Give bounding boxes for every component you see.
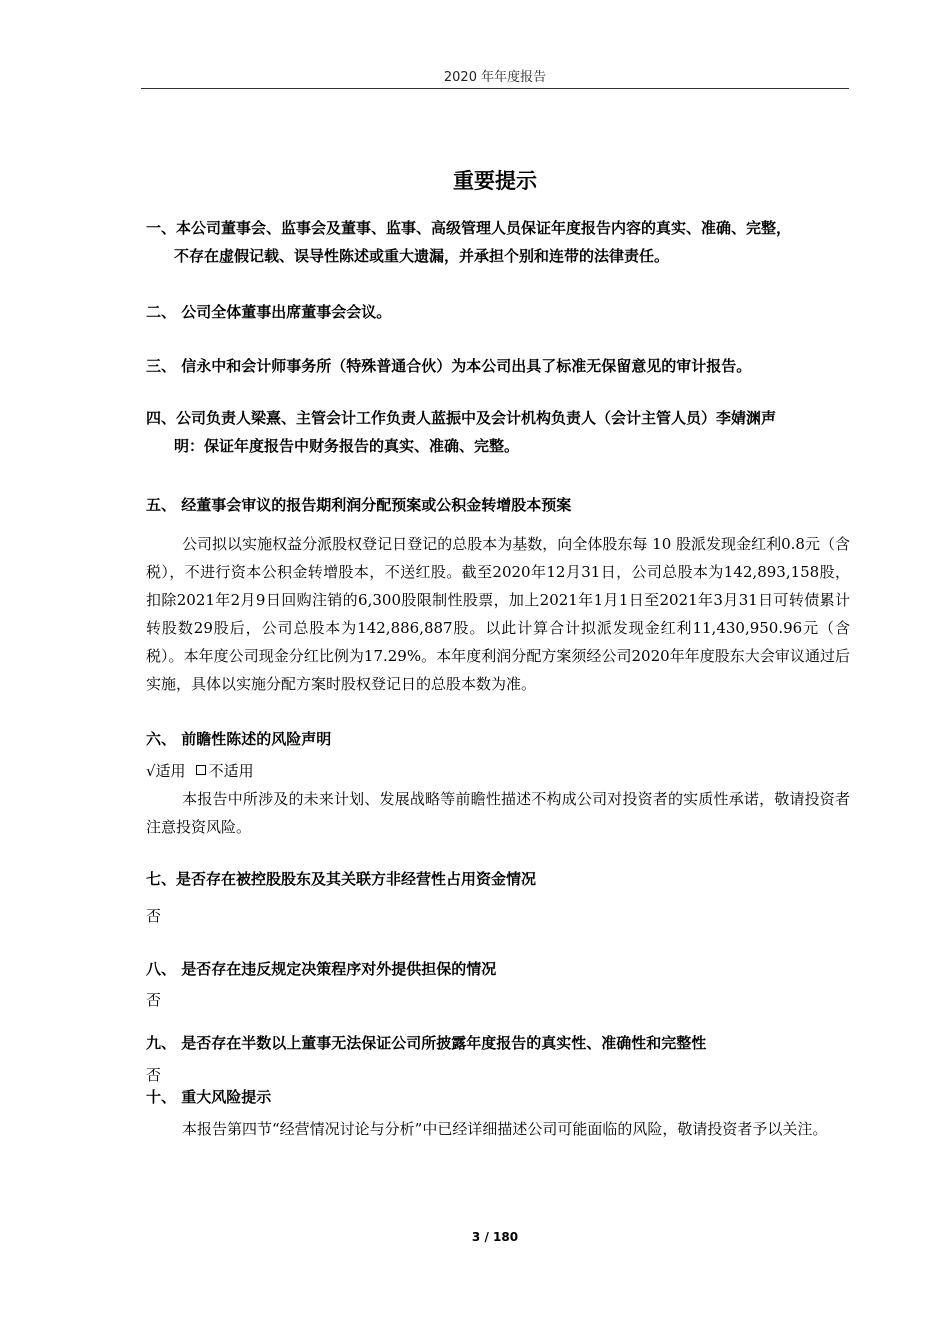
section-7-heading: [146, 865, 852, 893]
section-4-line1: 四、公司负责人梁熹、主管会计工作负责人蓝振中及会计机构负责人（会计主管人员）李婧渊声: [146, 409, 777, 427]
section-3-text: 三、 信永中和会计师事务所（特殊普通合伙）为本公司出具了标准无保留意见的审计报告。: [146, 357, 752, 375]
section-1: [146, 214, 852, 270]
document-title: 重要提示: [453, 169, 537, 193]
section-3: [146, 352, 852, 380]
section-4-line2: 明：保证年度报告中财务报告的真实、准确、完整。: [174, 437, 520, 455]
section-1-line1: 一、本公司董事会、监事会及董事、监事、高级管理人员保证年度报告内容的真实、准确、完整，: [146, 219, 792, 237]
section-5-body: [146, 530, 850, 698]
section-10-heading: [146, 1083, 852, 1111]
section-1-line2: 不存在虚假记载、误导性陈述或重大遗漏，并承担个别和连带的法律责任。: [174, 247, 670, 265]
section-9-heading: [146, 1029, 852, 1057]
section-9-answer: 否: [146, 1066, 162, 1084]
section-7-heading-text: 七、是否存在被控股股东及其关联方非经营性占用资金情况: [146, 870, 537, 888]
section-10-body-text: 本报告第四节“经营情况讨论与分析”中已经详细描述公司可能面临的风险，敬请投资者予以关注。: [182, 1120, 828, 1138]
section-4: [146, 404, 852, 460]
header-divider: [141, 88, 849, 89]
applicability-options: [146, 758, 254, 784]
section-6-heading-text: 六、 前瞻性陈述的风险声明: [146, 730, 332, 748]
section-6-body: [146, 785, 850, 841]
section-6-body-text: 本报告中所涉及的未来计划、发展战略等前瞻性描述不构成公司对投资者的实质性承诺，敬请投资者注意投资风险。: [146, 790, 850, 836]
section-5-heading: [146, 491, 852, 519]
section-9-heading-text: 九、 是否存在半数以上董事无法保证公司所披露年度报告的真实性、准确性和完整性: [146, 1034, 707, 1052]
checkbox-empty-icon: [196, 765, 206, 775]
section-5-body-text: 公司拟以实施权益分派股权登记日登记的总股本为基数，向全体股东每 10 股派发现金红利0.8元（含税），不进行资本公积金转增股本，不送红股。截至2020年12月31日，公司总股本为142,893,158股，扣除2021年2月9日回购注销的6,300股限制性股票，加上2021年1月1日至2021年3月31日可转债累计转股数29股后，公司总股本为142,886,887股。以此计算合计拟派发现金红利11,430,950.96元（含税）。本年度公司现金分红比例为17.29%。本年度利润分配方案须经公司2020年年度股东大会审议通过后实施，具体以实施分配方案时股权登记日的总股本数为准。: [146, 535, 850, 693]
page-number: 3 / 180: [471, 1230, 519, 1244]
section-8-heading-text: 八、 是否存在违反规定决策程序对外提供担保的情况: [146, 960, 497, 978]
section-10-body: [146, 1115, 850, 1143]
section-10-heading-text: 十、 重大风险提示: [146, 1088, 272, 1106]
section-8-answer: 否: [146, 991, 162, 1009]
section-7-answer: 否: [146, 907, 162, 925]
not-applicable-option: 不适用: [208, 762, 254, 780]
section-8-heading: [146, 955, 852, 983]
section-2: [146, 298, 852, 326]
section-6-heading: [146, 725, 852, 753]
applicable-option: √适用: [146, 762, 186, 780]
section-2-text: 二、 公司全体董事出席董事会会议。: [146, 303, 392, 321]
page-header: 2020 年年度报告: [443, 70, 547, 85]
section-5-heading-text: 五、 经董事会审议的报告期利润分配预案或公积金转增股本预案: [146, 496, 572, 514]
